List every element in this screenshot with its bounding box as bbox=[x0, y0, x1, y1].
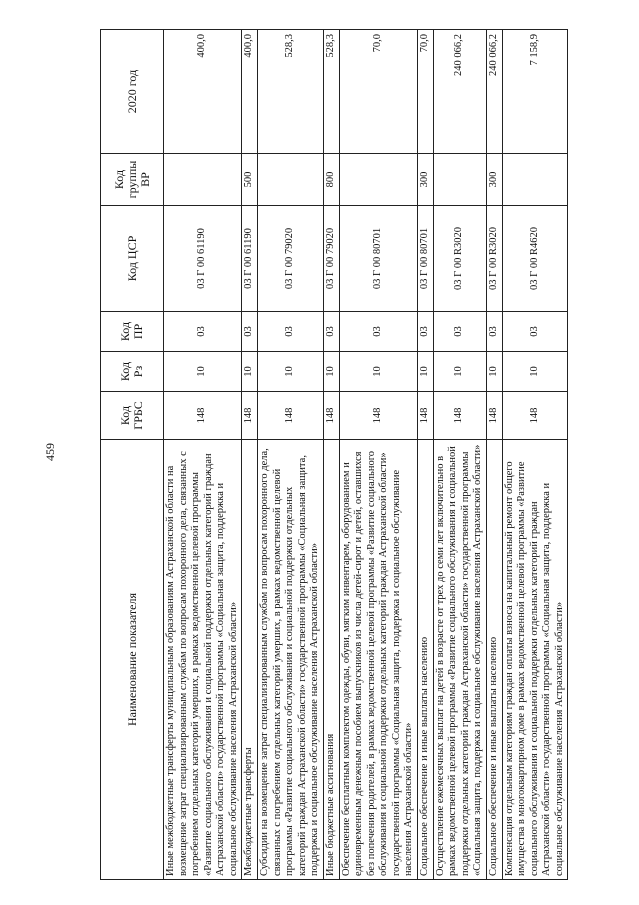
cell-rz: 10 bbox=[164, 352, 242, 392]
cell-grbs: 148 bbox=[242, 392, 258, 440]
cell-value: 528,3 bbox=[258, 30, 324, 154]
cell-value: 528,3 bbox=[323, 30, 339, 154]
header-grbs: Код ГРБС bbox=[101, 392, 164, 440]
header-vr: Код группы ВР bbox=[101, 154, 164, 206]
cell-pr: 03 bbox=[417, 312, 433, 352]
cell-csr: 03 Г 00 80701 bbox=[417, 206, 433, 312]
cell-grbs: 148 bbox=[486, 392, 502, 440]
cell-vr: 300 bbox=[417, 154, 433, 206]
table-row bbox=[164, 30, 242, 880]
table-row bbox=[486, 30, 502, 880]
cell-value: 400,0 bbox=[242, 30, 258, 154]
header-rz: Код Рз bbox=[101, 352, 164, 392]
cell-pr: 03 bbox=[339, 312, 417, 352]
cell-rz: 10 bbox=[323, 352, 339, 392]
cell-grbs: 148 bbox=[164, 392, 242, 440]
table-row bbox=[339, 30, 417, 880]
cell-csr: 03 Г 00 79020 bbox=[323, 206, 339, 312]
cell-pr: 03 bbox=[486, 312, 502, 352]
header-csr: Код ЦСР bbox=[101, 206, 164, 312]
cell-name: Обеспечение бесплатным комплектом одежды, обуви, мягким инвентарем, оборудованием и единовременным денежным пособием выпускников из числа детей-сирот и детей, оставшихся без попечения родителей, в рамках ведомственной целевой программы «Развитие социального обслуживания и социальной поддержки отдельных категорий граждан Астраханской области» государственной программы «Социальная защита, поддержка и социальное обслуживание населения Астраханской области» bbox=[339, 440, 417, 880]
cell-rz: 10 bbox=[258, 352, 324, 392]
cell-rz: 10 bbox=[433, 352, 486, 392]
cell-name: Социальное обеспечение и иные выплаты населению bbox=[486, 440, 502, 880]
cell-rz: 10 bbox=[339, 352, 417, 392]
cell-pr: 03 bbox=[164, 312, 242, 352]
rotated-table-container bbox=[100, 30, 610, 880]
table-row bbox=[323, 30, 339, 880]
cell-pr: 03 bbox=[502, 312, 568, 352]
cell-value: 240 066,2 bbox=[486, 30, 502, 154]
cell-name: Иные бюджетные ассигнования bbox=[323, 440, 339, 880]
table-row bbox=[502, 30, 568, 880]
cell-csr: 03 Г 00 R3020 bbox=[486, 206, 502, 312]
cell-vr: 300 bbox=[486, 154, 502, 206]
cell-value: 70,0 bbox=[339, 30, 417, 154]
cell-vr: 800 bbox=[323, 154, 339, 206]
cell-grbs: 148 bbox=[433, 392, 486, 440]
cell-rz: 10 bbox=[417, 352, 433, 392]
cell-vr bbox=[164, 154, 242, 206]
cell-csr: 03 Г 00 R4620 bbox=[502, 206, 568, 312]
table-row bbox=[417, 30, 433, 880]
cell-value: 240 066,2 bbox=[433, 30, 486, 154]
cell-vr bbox=[433, 154, 486, 206]
cell-vr bbox=[258, 154, 324, 206]
cell-pr: 03 bbox=[258, 312, 324, 352]
cell-grbs: 148 bbox=[339, 392, 417, 440]
cell-pr: 03 bbox=[433, 312, 486, 352]
cell-rz: 10 bbox=[502, 352, 568, 392]
cell-rz: 10 bbox=[486, 352, 502, 392]
cell-csr: 03 Г 00 80701 bbox=[339, 206, 417, 312]
cell-csr: 03 Г 00 R3020 bbox=[433, 206, 486, 312]
budget-table bbox=[100, 29, 568, 880]
table-row bbox=[242, 30, 258, 880]
cell-name: Компенсация отдельным категориям граждан оплаты взноса на капитальный ремонт общего имущества в многоквартирном доме в рамках ведомственной целевой программы «Развитие социального обслуживания и социальной поддержки отдельных категорий граждан Астраханской области» государственной программы «Социальная защита, поддержка и социальное обслуживание населения Астраханской области» bbox=[502, 440, 568, 880]
cell-value: 400,0 bbox=[164, 30, 242, 154]
page-number: 459 bbox=[43, 443, 57, 461]
cell-name: Социальное обеспечение и иные выплаты населению bbox=[417, 440, 433, 880]
cell-grbs: 148 bbox=[323, 392, 339, 440]
header-year: 2020 год bbox=[101, 30, 164, 154]
cell-csr: 03 Г 00 61190 bbox=[242, 206, 258, 312]
cell-name: Субсидии на возмещение затрат специализированным службам по вопросам похоронного дела, связанных с погребением отдельных категорий умерших, в рамках ведомственной целевой программы «Развитие социального обслуживания и социальной поддержки отдельных категорий граждан Астраханской области» государственной программы «Социальная защита, поддержка и социальное обслуживание населения Астраханской области» bbox=[258, 440, 324, 880]
cell-vr bbox=[339, 154, 417, 206]
cell-vr: 500 bbox=[242, 154, 258, 206]
cell-name: Межбюджетные трансферты bbox=[242, 440, 258, 880]
header-row bbox=[101, 30, 164, 880]
cell-grbs: 148 bbox=[417, 392, 433, 440]
cell-csr: 03 Г 00 61190 bbox=[164, 206, 242, 312]
header-name: Наименование показателя bbox=[101, 440, 164, 880]
cell-csr: 03 Г 00 79020 bbox=[258, 206, 324, 312]
cell-pr: 03 bbox=[323, 312, 339, 352]
cell-rz: 10 bbox=[242, 352, 258, 392]
cell-grbs: 148 bbox=[258, 392, 324, 440]
cell-value: 70,0 bbox=[417, 30, 433, 154]
cell-grbs: 148 bbox=[502, 392, 568, 440]
header-pr: Код ПР bbox=[101, 312, 164, 352]
cell-vr bbox=[502, 154, 568, 206]
cell-name: Иные межбюджетные трансферты муниципальным образованиям Астраханской области на возмещение затрат специализированным службам по вопросам похоронного дела, связанных с погребением отдельных категорий умерших, в рамках ведомственной целевой программы «Развитие социального обслуживания и социальной поддержки отдельных категорий граждан Астраханской области» государственной программы «Социальная защита, поддержка и социальное обслуживание населения Астраханской области» bbox=[164, 440, 242, 880]
cell-pr: 03 bbox=[242, 312, 258, 352]
cell-value: 7 158,9 bbox=[502, 30, 568, 154]
table-row bbox=[258, 30, 324, 880]
table-row bbox=[433, 30, 486, 880]
cell-name: Осуществление ежемесячных выплат на детей в возрасте от трех до семи лет включительно в рамках ведомственной целевой программы «Развитие социального обслуживания и социальной поддержки отдельных категорий граждан Астраханской области» государственной программы «Социальная защита, поддержка и социальное обслуживание населения Астраханской области» bbox=[433, 440, 486, 880]
